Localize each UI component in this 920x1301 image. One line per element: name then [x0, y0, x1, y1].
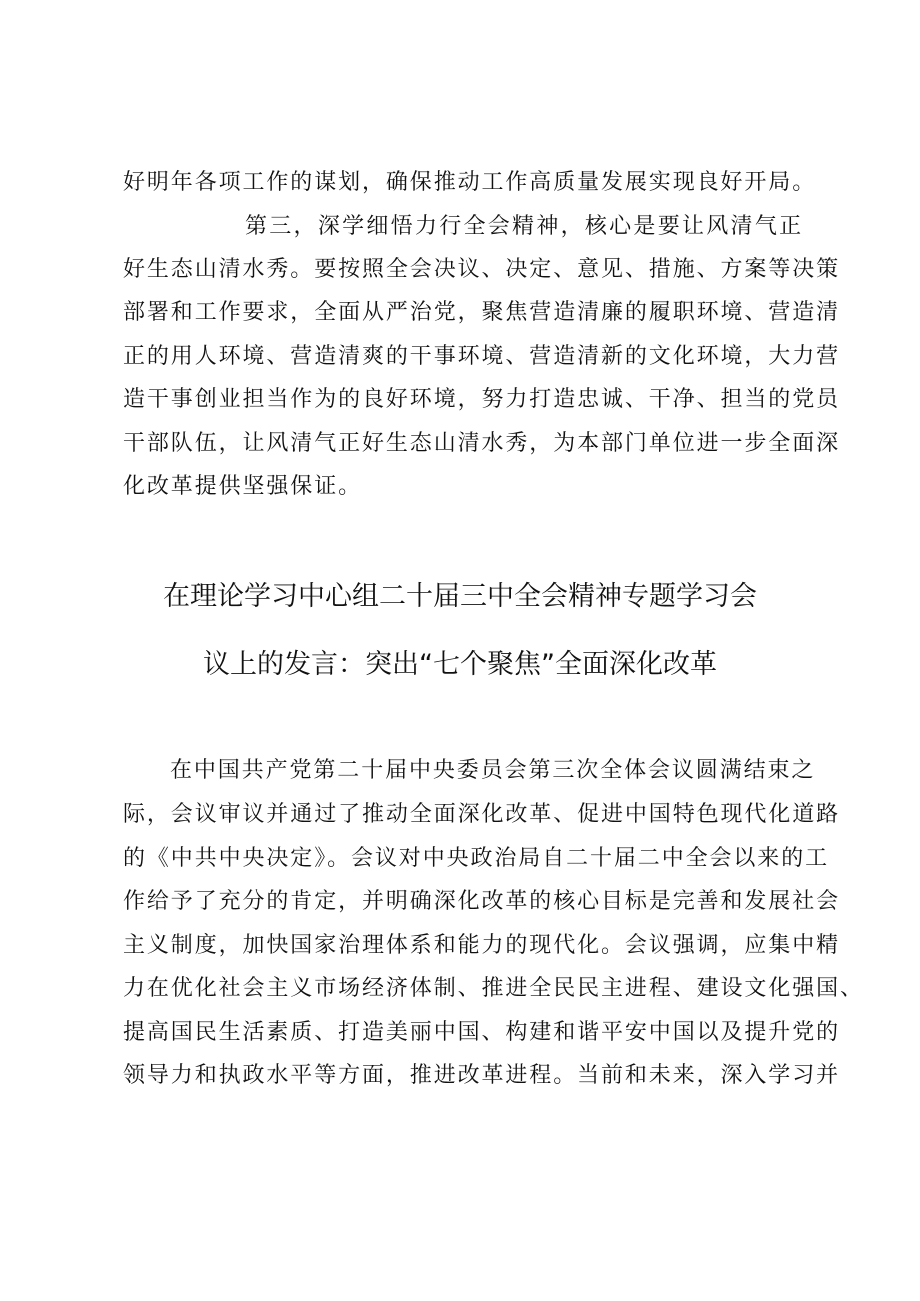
paragraph-line: 好生态山清水秀。要按照全会决议、决定、意见、措施、方案等决策	[123, 257, 841, 282]
paragraph-line: 提高国民生活素质、打造美丽中国、构建和谐平安中国以及提升党的	[123, 1020, 841, 1045]
paragraph-line: 作给予了充分的肯定，并明确深化改革的核心目标是完善和发展社会	[123, 889, 841, 914]
document-title-line-1: 在理论学习中心组二十届三中全会精神专题学习会	[163, 581, 757, 612]
paragraph-line: 造干事创业担当作为的良好环境，努力打造忠诚、干净、担当的党员	[123, 387, 841, 412]
paragraph-line: 在中国共产党第二十届中央委员会第三次全体会议圆满结束之	[170, 758, 816, 783]
paragraph-line: 部署和工作要求，全面从严治党，聚焦营造清廉的履职环境、营造清	[123, 300, 841, 325]
paragraph-line: 第三，深学细悟力行全会精神，核心是要让风清气正	[245, 214, 803, 239]
paragraph-line: 际，会议审议并通过了推动全面深化改革、促进中国特色现代化道路	[123, 802, 841, 827]
paragraph-line: 力在优化社会主义市场经济体制、推进全民民主进程、建设文化强国、	[123, 976, 864, 1001]
paragraph-line: 的《中共中央决定》。会议对中央政治局自二十届二中全会以来的工	[123, 846, 830, 871]
document-title-line-2: 议上的发言：突出“七个聚焦”全面深化改革	[203, 649, 717, 680]
paragraph-line: 主义制度，加快国家治理体系和能力的现代化。会议强调，应集中精	[123, 933, 841, 958]
paragraph-line: 正的用人环境、营造清爽的干事环境、营造清新的文化环境，大力营	[123, 344, 841, 369]
paragraph-line: 好明年各项工作的谋划，确保推动工作高质量发展实现良好开局。	[123, 170, 817, 195]
paragraph-line: 化改革提供坚强保证。	[123, 474, 363, 499]
paragraph-line: 干部队伍，让风清气正好生态山清水秀，为本部门单位进一步全面深	[123, 431, 841, 456]
paragraph-line: 领导力和执政水平等方面，推进改革进程。当前和未来，深入学习并	[123, 1063, 841, 1088]
